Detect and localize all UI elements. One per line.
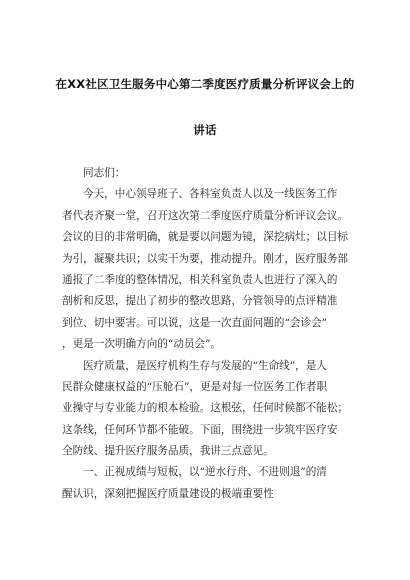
speech-line: 醒认识，深刻把握医疗质量建设的极端重要性 <box>62 487 274 500</box>
speech-line: 医疗质量，是医疗机构生存与发展的“生命线”，是人 <box>83 359 327 372</box>
speech-line: 民群众健康权益的“压舱石”，更是对每一位医务工作者职 <box>62 380 328 393</box>
speech-line: 这条线，任何环节都不能破。下面，围绕进一步筑牢医疗安 <box>62 423 338 436</box>
speech-line: 到位、切中要害。可以说，这是一次直面问题的“会诊会” <box>62 316 328 329</box>
document-title-line-2: 讲话 <box>193 123 217 137</box>
speech-line: 者代表齐聚一堂，召开这次第二季度医疗质量分析评议会议。 <box>62 209 349 222</box>
speech-line: 会议的目的非常明确，就是要以问题为镜，深挖病灶；以目标 <box>62 231 349 244</box>
speech-body <box>62 163 362 505</box>
speech-line: 为引，凝聚共识；以实干为要，推动提升。刚才，医疗服务部 <box>62 252 349 265</box>
speech-line: 通报了二季度的整体情况，相关科室负责人也进行了深入的 <box>62 273 338 286</box>
speech-line: 业操守与专业能力的根本检验。这根弦，任何时候都不能松； <box>62 402 349 415</box>
speech-line: 全防线、提升医疗服务品质，我讲三点意见。 <box>62 445 274 458</box>
greeting-line: 同志们： <box>83 167 126 179</box>
speech-line: 一、正视成绩与短板，以“逆水行舟、不进则退”的清 <box>83 466 327 479</box>
document-title-line-1: 在XX社区卫生服务中心第二季度医疗质量分析评议会上的 <box>55 77 355 91</box>
speech-line: 剖析和反思，提出了初步的整改思路，分管领导的点评精准 <box>62 295 338 308</box>
speech-line: ，更是一次明确方向的“动员会”。 <box>62 338 222 351</box>
speech-line: 今天，中心领导班子、各科室负责人以及一线医务工作 <box>83 188 338 201</box>
